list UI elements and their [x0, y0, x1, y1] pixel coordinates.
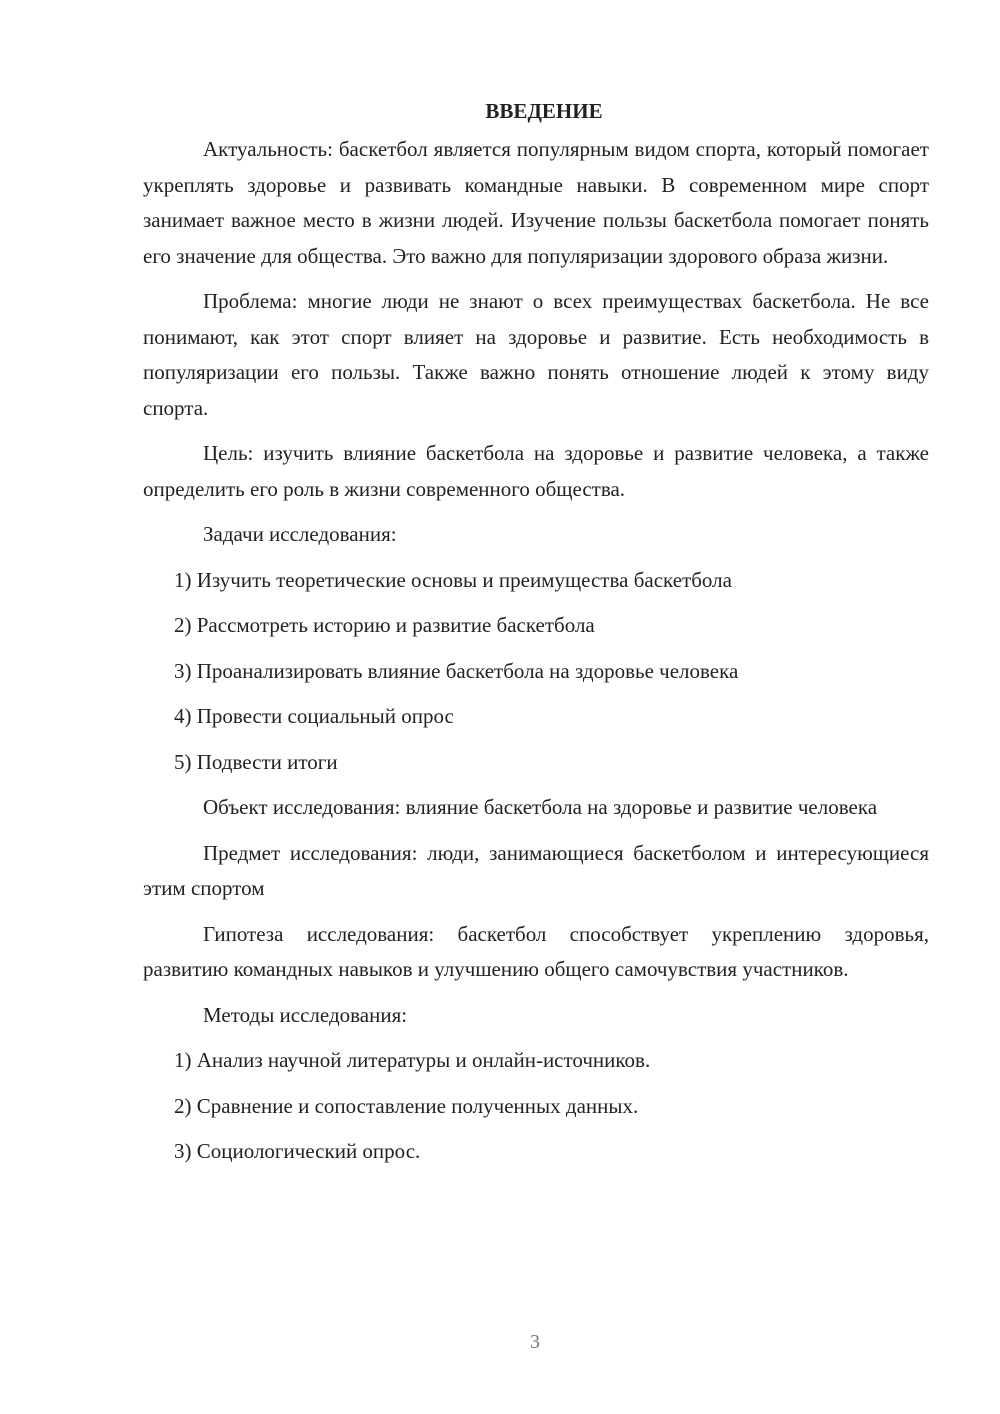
relevance-paragraph: Актуальность: баскетбол является популярным видом спорта, который помогает укреплять здоровье и развивать командные навыки. В современном мире спорт занимает важное место в жизни людей. Изучение пользы баскетбола помогает понять его значение для общества. Это важно для популяризации здорового образа жизни. — [143, 137, 929, 268]
page-title: ВВЕДЕНИЕ — [485, 99, 603, 123]
object-paragraph: Объект исследования: влияние баскетбола на здоровье и развитие человека — [203, 795, 878, 819]
method-item-3: 3) Социологический опрос. — [174, 1139, 421, 1163]
tasks-list — [143, 563, 929, 781]
task-item-3: 3) Проанализировать влияние баскетбола на здоровье человека — [174, 658, 739, 683]
problem-paragraph: Проблема: многие люди не знают о всех преимуществах баскетбола. Не все понимают, как этот спорт влияет на здоровье и развитие. Есть необходимость в популяризации его пользы. Также важно понять отношение людей к этому виду спорта. — [143, 289, 929, 420]
methods-label: Методы исследования: — [203, 1002, 408, 1027]
tasks-label: Задачи исследования: — [203, 522, 397, 546]
task-item-2: 2) Рассмотреть историю и развитие баскетбола — [174, 613, 595, 637]
method-item-1: 1) Анализ научной литературы и онлайн-источников. — [174, 1048, 651, 1072]
task-item-4: 4) Провести социальный опрос — [174, 704, 454, 728]
page-number: 3 — [530, 1331, 540, 1353]
method-item-2: 2) Сравнение и сопоставление полученных данных. — [174, 1093, 639, 1118]
methods-list — [143, 1043, 929, 1170]
task-item-5: 5) Подвести итоги — [174, 749, 338, 774]
goal-paragraph: Цель: изучить влияние баскетбола на здоровье и развитие человека, а также определить его роль в жизни современного общества. — [143, 441, 929, 501]
subject-paragraph: Предмет исследования: люди, занимающиеся баскетболом и интересующиеся этим спортом — [143, 840, 929, 900]
hypothesis-paragraph: Гипотеза исследования: баскетбол способствует укреплению здоровья, развитию командных навыков и улучшению общего самочувствия участников. — [143, 921, 929, 981]
task-item-1: 1) Изучить теоретические основы и преимущества баскетбола — [174, 567, 732, 592]
document-page — [143, 96, 929, 1180]
